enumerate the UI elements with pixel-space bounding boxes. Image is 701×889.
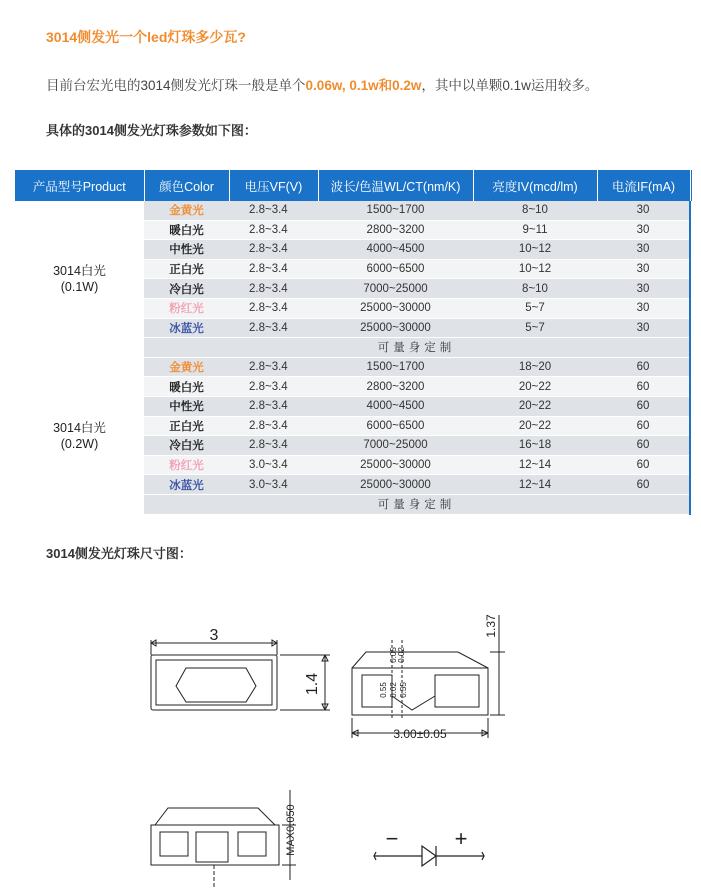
vf-cell: 2.8~3.4 <box>229 357 318 377</box>
table-edge <box>690 455 692 475</box>
vf-cell: 2.8~3.4 <box>229 259 318 279</box>
iv-cell: 9~11 <box>473 220 597 240</box>
table-edge <box>690 201 692 220</box>
iv-cell: 12~14 <box>473 455 597 475</box>
model-cell: 3014白光 (0.2W) <box>15 357 144 514</box>
wl-cell: 2800~3200 <box>318 220 473 240</box>
color-cell: 冷白光 <box>144 436 229 456</box>
iv-cell: 10~12 <box>473 240 597 260</box>
color-cell: 冷白光 <box>144 279 229 299</box>
vf-cell: 2.8~3.4 <box>229 318 318 338</box>
iv-cell: 16~18 <box>473 436 597 456</box>
wl-cell: 7000~25000 <box>318 436 473 456</box>
vf-cell: 3.0~3.4 <box>229 475 318 495</box>
table-edge <box>690 436 692 456</box>
dim-a-label: 0.05 <box>389 647 398 663</box>
iv-cell: 8~10 <box>473 201 597 220</box>
wl-cell: 7000~25000 <box>318 279 473 299</box>
table-edge <box>690 338 692 358</box>
dimension-drawings <box>0 560 701 889</box>
intro-prefix: 目前台宏光电的3014侧发光灯珠一般是单个 <box>46 78 306 93</box>
if-cell: 30 <box>597 201 690 220</box>
side-width-label: 3.00±0.05 <box>393 727 447 741</box>
intro-suffix: ，其中以单颗0.1w运用较多。 <box>421 78 599 93</box>
table-edge <box>690 416 692 436</box>
if-cell: 60 <box>597 455 690 475</box>
custom-note: 可量身定制 <box>144 338 690 358</box>
wl-cell: 6000~6500 <box>318 259 473 279</box>
wl-cell: 4000~4500 <box>318 240 473 260</box>
vf-cell: 2.8~3.4 <box>229 377 318 397</box>
wl-cell: 25000~30000 <box>318 318 473 338</box>
dim-d-label: 0.02 <box>389 682 398 698</box>
iv-cell: 20~22 <box>473 396 597 416</box>
iv-cell: 12~14 <box>473 475 597 495</box>
iv-cell: 18~20 <box>473 357 597 377</box>
vf-cell: 3.0~3.4 <box>229 455 318 475</box>
plus-label: + <box>454 826 468 851</box>
col-header-wl: 波长/色温WL/CT(nm/K) <box>318 170 473 201</box>
iv-cell: 8~10 <box>473 279 597 299</box>
iv-cell: 10~12 <box>473 259 597 279</box>
color-cell: 中性光 <box>144 240 229 260</box>
if-cell: 60 <box>597 475 690 495</box>
table-edge <box>690 357 692 377</box>
color-cell: 暖白光 <box>144 220 229 240</box>
table-edge <box>690 279 692 299</box>
iv-cell: 5~7 <box>473 298 597 318</box>
color-cell: 金黄光 <box>144 201 229 220</box>
custom-note: 可量身定制 <box>144 494 690 514</box>
top-height-label: 1.4 <box>304 672 321 696</box>
dim-c-label: 0.55 <box>379 682 388 698</box>
table-edge <box>690 396 692 416</box>
col-header-if: 电流IF(mA) <box>597 170 690 201</box>
vf-cell: 2.8~3.4 <box>229 298 318 318</box>
dim-b-label: 0.02 <box>397 647 406 663</box>
vf-cell: 2.8~3.4 <box>229 201 318 220</box>
wl-cell: 6000~6500 <box>318 416 473 436</box>
side-height-label: 1.37 <box>484 614 498 638</box>
max-label: MAX0.050 <box>285 804 297 856</box>
color-cell: 正白光 <box>144 416 229 436</box>
table-row <box>15 201 692 220</box>
top-width-label: 3 <box>209 627 219 644</box>
vf-cell: 2.8~3.4 <box>229 240 318 260</box>
intro-paragraph <box>46 74 598 94</box>
color-cell: 粉红光 <box>144 298 229 318</box>
col-header-edge <box>690 170 692 201</box>
if-cell: 30 <box>597 318 690 338</box>
if-cell: 30 <box>597 259 690 279</box>
intro-highlight: 0.06w, 0.1w和0.2w <box>305 78 422 93</box>
iv-cell: 20~22 <box>473 377 597 397</box>
col-header-color: 颜色Color <box>144 170 229 201</box>
color-cell: 正白光 <box>144 259 229 279</box>
side-view-drawing <box>352 615 505 738</box>
if-cell: 30 <box>597 279 690 299</box>
wl-cell: 4000~4500 <box>318 396 473 416</box>
wl-cell: 25000~30000 <box>318 298 473 318</box>
wl-cell: 2800~3200 <box>318 377 473 397</box>
spec-table <box>15 170 692 515</box>
color-cell: 中性光 <box>144 396 229 416</box>
table-edge <box>690 220 692 240</box>
vf-cell: 2.8~3.4 <box>229 436 318 456</box>
table-edge <box>690 240 692 260</box>
col-header-product: 产品型号Product <box>15 170 144 201</box>
if-cell: 30 <box>597 220 690 240</box>
if-cell: 30 <box>597 240 690 260</box>
color-cell: 暖白光 <box>144 377 229 397</box>
table-header-row <box>15 170 692 201</box>
table-edge <box>690 494 692 514</box>
bottom-view-drawing <box>151 790 296 889</box>
if-cell: 60 <box>597 357 690 377</box>
iv-cell: 5~7 <box>473 318 597 338</box>
minus-label: − <box>385 826 399 851</box>
table-edge <box>690 377 692 397</box>
dim-e-label: 0.55 <box>399 682 408 698</box>
vf-cell: 2.8~3.4 <box>229 220 318 240</box>
vf-cell: 2.8~3.4 <box>229 279 318 299</box>
dimension-heading: 3014侧发光灯珠尺寸图： <box>46 546 192 561</box>
table-edge <box>690 475 692 495</box>
if-cell: 60 <box>597 416 690 436</box>
wl-cell: 25000~30000 <box>318 455 473 475</box>
table-row <box>15 357 692 377</box>
wl-cell: 25000~30000 <box>318 475 473 495</box>
color-cell: 金黄光 <box>144 357 229 377</box>
table-edge <box>690 318 692 338</box>
wl-cell: 1500~1700 <box>318 201 473 220</box>
col-header-iv: 亮度IV(mcd/lm) <box>473 170 597 201</box>
color-cell: 冰蓝光 <box>144 318 229 338</box>
table-edge <box>690 298 692 318</box>
params-heading: 具体的3014侧发光灯珠参数如下图： <box>46 123 257 138</box>
model-cell: 3014白光 (0.1W) <box>15 201 144 357</box>
if-cell: 30 <box>597 298 690 318</box>
col-header-vf: 电压VF(V) <box>229 170 318 201</box>
if-cell: 60 <box>597 396 690 416</box>
iv-cell: 20~22 <box>473 416 597 436</box>
if-cell: 60 <box>597 436 690 456</box>
color-cell: 粉红光 <box>144 455 229 475</box>
table-edge <box>690 259 692 279</box>
vf-cell: 2.8~3.4 <box>229 416 318 436</box>
vf-cell: 2.8~3.4 <box>229 396 318 416</box>
if-cell: 60 <box>597 377 690 397</box>
color-cell: 冰蓝光 <box>144 475 229 495</box>
article-heading: 3014侧发光一个led灯珠多少瓦? <box>46 29 246 45</box>
wl-cell: 1500~1700 <box>318 357 473 377</box>
